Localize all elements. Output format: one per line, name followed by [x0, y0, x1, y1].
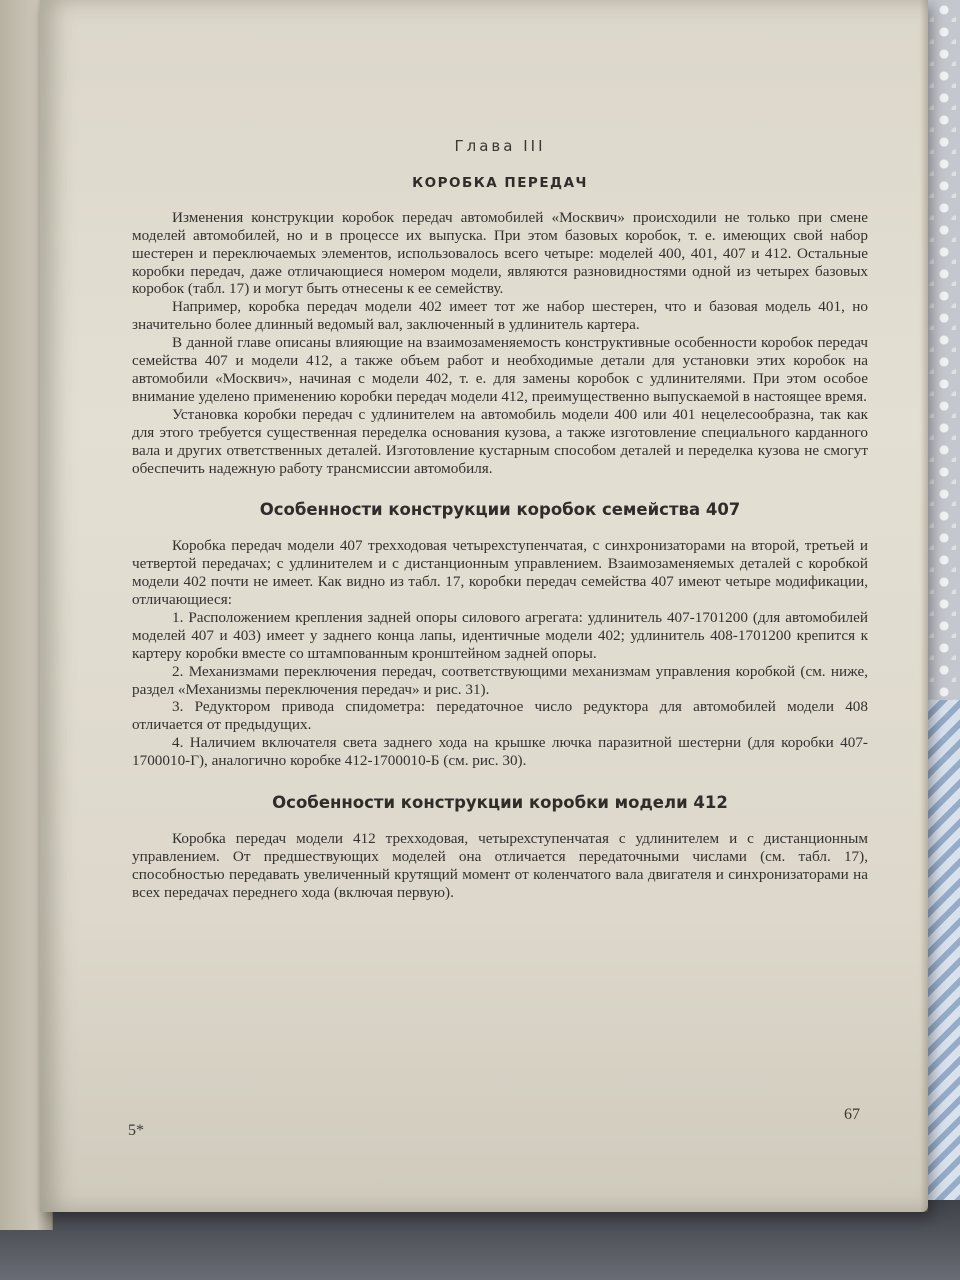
signature-mark: 5* [128, 1122, 144, 1139]
section-heading-412: Особенности конструкции коробки модели 412 [272, 793, 728, 813]
page-text [132, 138, 868, 902]
modification-item: 4. Наличием включателя света заднего хода на крышке лючка паразитной шестерни (для коробки 407-1700010-Г), аналогично коробке 412-1700010-Б (см. рис. 30). [132, 734, 868, 770]
section-412-paragraph: Коробка передач модели 412 трехходовая, четырехступенчатая с удлинителем и с дистанционным управлением. От предшествующих моделей она отличается передаточными числами (см. табл. 17), способностью передавать увеличенный крутящий момент от коленчатого вала двигателя и синхронизаторами на всех передачах переднего хода (включая первую). [132, 830, 868, 901]
book-page [40, 0, 928, 1212]
chapter-title: КОРОБКА ПЕРЕДАЧ [412, 174, 588, 191]
intro-paragraph: Установка коробки передач с удлинителем на автомобиль модели 400 или 401 нецелесообразна, так как для этого требуется существенная переделка основания кузова, а также изготовление специального карданного вала и других ответственных деталей. Изготовление кустарным способом деталей и переделка кузова не смогут обеспечить надежную работу трансмиссии автомобиля. [132, 405, 868, 477]
intro-paragraph: Изменения конструкции коробок передач автомобилей «Москвич» происходили не только при смене моделей автомобилей, но и в процессе их выпуска. При этом базовых коробок, т. е. имеющих свой набор шестерен и переключаемых элементов, использовалось всего четыре: моделей 400, 401, 407 и 412. Остальные коробки передач, даже отличающиеся номером модели, являются разновидностями одной из четырех базовых коробок (табл. 17) и могут быть отнесены к ее семейству. [132, 208, 868, 298]
section-407-paragraph: Коробка передач модели 407 трехходовая четырехступенчатая, с синхронизаторами на второй, третьей и четвертой передачах; с удлинителем и с дистанционным управлением. Взаимозаменяемых деталей с коробкой модели 402 почти не имеет. Как видно из табл. 17, коробки передач семейства 407 имеют четыре модификации, отличающиеся: [132, 537, 868, 609]
intro-paragraph: В данной главе описаны влияющие на взаимозаменяемость конструктивные особенности коробок передач семейства 407 и модели 412, а также объем работ и необходимые детали для установки этих коробок на автомобили «Москвич», начиная с модели 402, т. е. для замены коробок с удлинителями. При этом особое внимание уделено применению коробки передач модели 412, преимущественно выпускаемой в настоящее время. [132, 334, 868, 405]
modification-item: 1. Расположением крепления задней опоры силового агрегата: удлинитель 407-1701200 (для автомобилей моделей 407 и 403) имеет у заднего конца лапы, идентичные модели 402; удлинитель 408-1701200 крепится к картеру коробки вместе со штампованным кронштейном задней опоры. [132, 608, 868, 662]
chapter-label: Глава III [454, 137, 546, 155]
page-number: 67 [844, 1106, 860, 1123]
modification-item: 3. Редуктором привода спидометра: передаточное число редуктора для автомобилей модели 408 отличается от предыдущих. [132, 698, 868, 734]
intro-paragraph: Например, коробка передач модели 402 имеет тот же набор шестерен, что и базовая модель 401, но значительно более длинный ведомый вал, заключенный в удлинитель картера. [132, 298, 868, 334]
section-heading-407: Особенности конструкции коробок семейства 407 [259, 500, 741, 520]
modification-item: 2. Механизмами переключения передач, соответствующими механизмам управления коробкой (см. ниже, раздел «Механизмы переключения передач» и рис. 31). [132, 662, 868, 698]
page-edge-shadow [920, 0, 928, 1212]
background-floor [0, 1200, 960, 1280]
